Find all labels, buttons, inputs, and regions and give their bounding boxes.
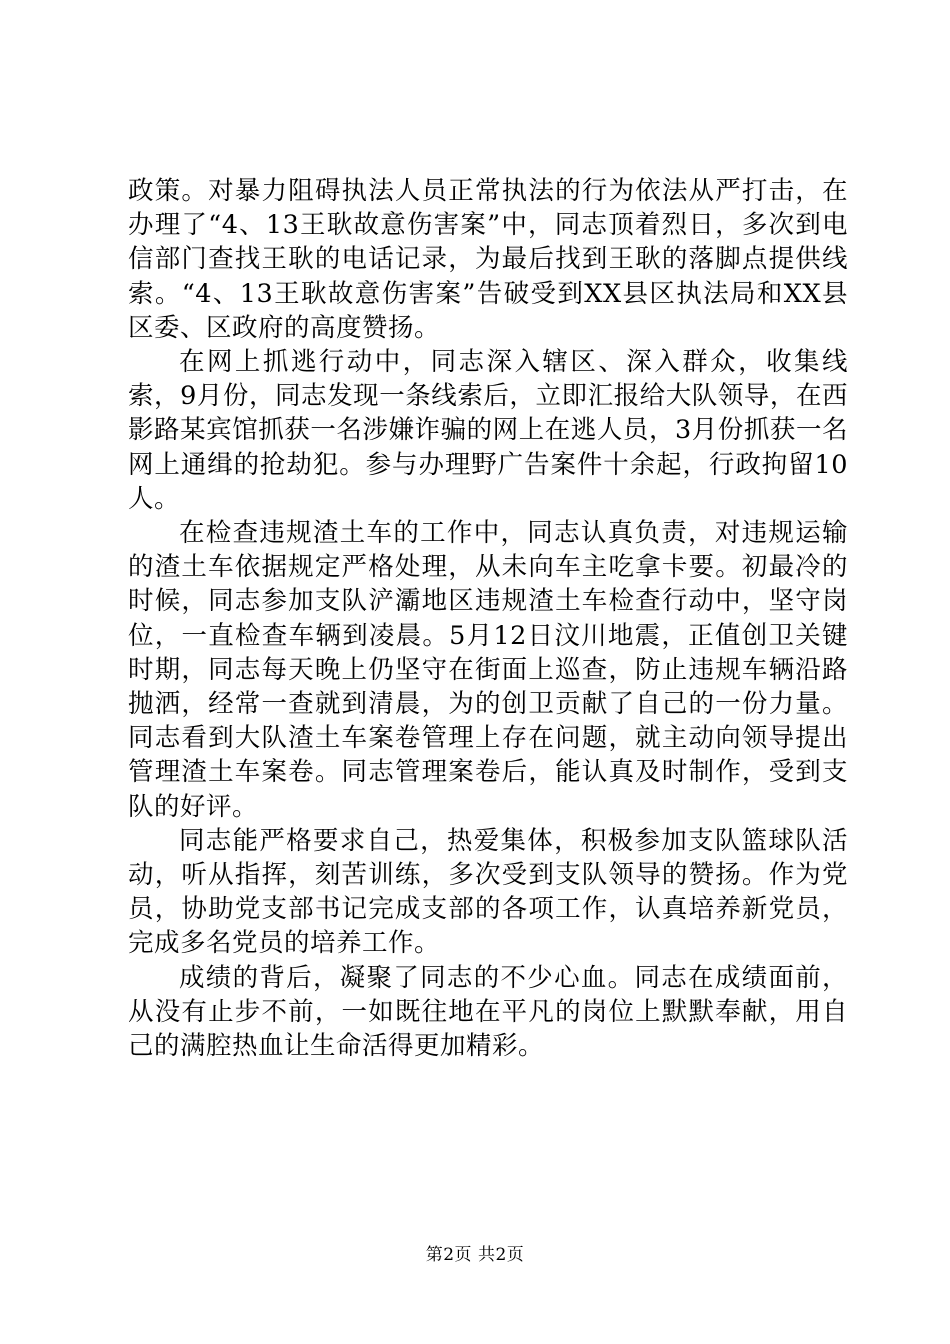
document-body <box>128 174 848 1063</box>
paragraph: 在检查违规渣土车的工作中，同志认真负责，对违规运输的渣土车依据规定严格处理，从未向车主吃拿卡要。初最冷的时候，同志参加支队浐灞地区违规渣土车检查行动中，坚守岗位，一直检查车辆到凌晨。5月12日汶川地震，正值创卫关键时期，同志每天晚上仍坚守在街面上巡查，防止违规车辆沿路抛洒，经常一查就到清晨，为的创卫贡献了自己的一份力量。同志看到大队渣土车案卷管理上存在问题，就主动向领导提出管理渣土车案卷。同志管理案卷后，能认真及时制作，受到支队的好评。 <box>128 518 848 822</box>
paragraph: 成绩的背后，凝聚了同志的不少心血。同志在成绩面前，从没有止步不前，一如既往地在平凡的岗位上默默奉献，用自己的满腔热血让生命活得更加精彩。 <box>128 962 848 1062</box>
paragraph: 在网上抓逃行动中，同志深入辖区、深入群众，收集线索，9月份，同志发现一条线索后，立即汇报给大队领导，在西影路某宾馆抓获一名涉嫌诈骗的网上在逃人员，3月份抓获一名网上通缉的抢劫犯。参与办理野广告案件十余起，行政拘留10人。 <box>128 347 848 514</box>
paragraph: 同志能严格要求自己，热爱集体，积极参加支队篮球队活动，听从指挥，刻苦训练，多次受到支队领导的赞扬。作为党员，协助党支部书记完成支部的各项工作，认真培养新党员，完成多名党员的培养工作。 <box>128 825 848 959</box>
page-number-footer: 第2页 共2页 <box>425 1245 525 1265</box>
paragraph-continued: 政策。对暴力阻碍执法人员正常执法的行为依法从严打击，在办理了“4、13王耿故意伤害案”中，同志顶着烈日，多次到电信部门查找王耿的电话记录，为最后找到王耿的落脚点提供线索。“4、13王耿故意伤害案”告破受到XX县区执法局和XX县区委、区政府的高度赞扬。 <box>128 176 848 343</box>
